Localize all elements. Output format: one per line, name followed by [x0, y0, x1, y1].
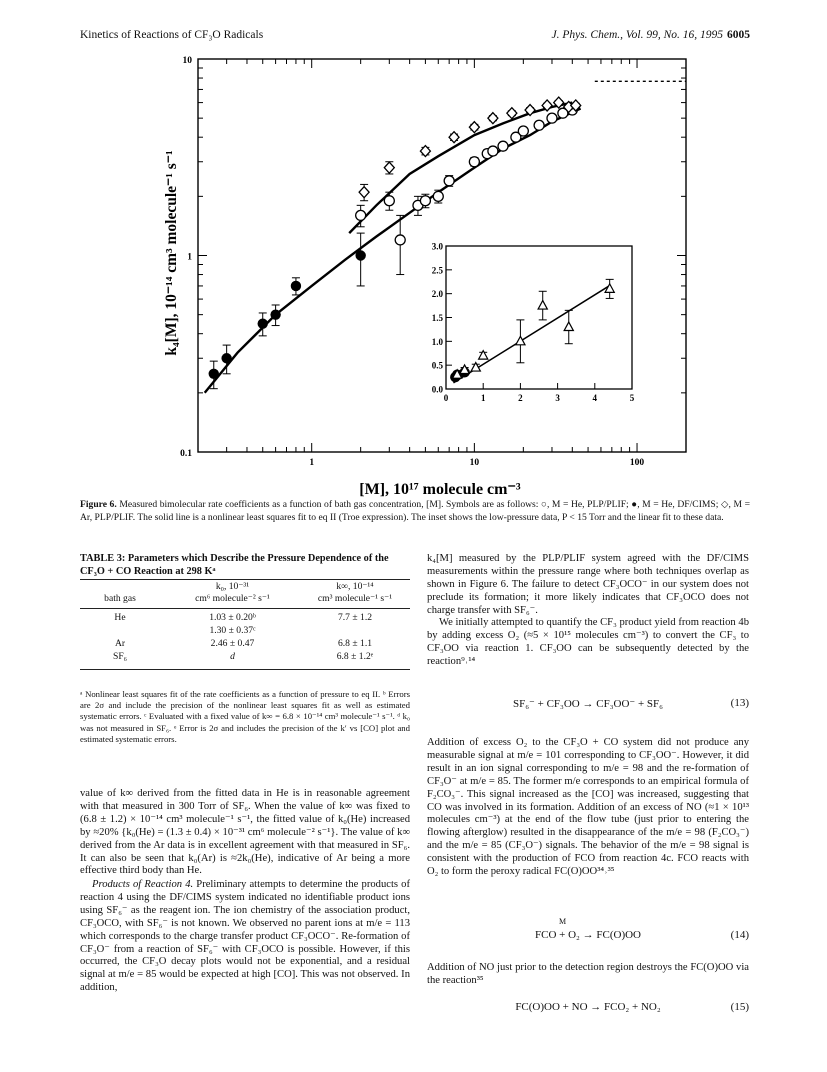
- inset-y-tick-label: 1.5: [431, 313, 443, 323]
- open-diamond-marker: [488, 113, 498, 124]
- right-column-paragraph-2: We initially attempted to quantify the CF₃ product yield from reaction 4b by adding excess O₂ (≈5 × 10¹⁵ molecules cm⁻³) to convert the CF₃ to CF₃OO via reaction 1. CF₃OO can be subsequently detected by the reaction⁹˒¹⁴: [427, 617, 749, 667]
- inset-y-tick-label: 3.0: [431, 241, 443, 252]
- filled-circle-marker: [258, 318, 268, 328]
- page-number: 6005: [727, 29, 750, 41]
- open-circle-marker: [384, 196, 394, 206]
- equation-14-text: FCO + O₂ → FC(O)OO: [535, 929, 641, 941]
- equation-14-over-label: M: [559, 917, 567, 926]
- table-cell-k0: 1.03 ± 0.20ᵇ: [209, 612, 256, 623]
- filled-circle-marker: [209, 369, 219, 379]
- y-axis-label: k₄[M], 10⁻¹⁴ cm³ molecule⁻¹ s⁻¹: [163, 150, 180, 356]
- table-title: TABLE 3: Parameters which Describe the Pressure Dependence of the CF₃O + CO Reaction at 298 Kᵃ: [80, 553, 389, 577]
- y-tick-label: 0.1: [180, 449, 192, 459]
- filled-circle-marker: [355, 250, 365, 260]
- open-circle-marker: [433, 191, 443, 201]
- figure-caption-label: Figure 6.: [80, 499, 117, 510]
- inset-x-tick-label: 1: [480, 393, 486, 403]
- y-tick-label: 1: [187, 252, 192, 263]
- paragraph-text: Preliminary attempts to determine the products of reaction 4 using the DF/CIMS system indicated no identifiable product ions using SF₆⁻ as the reagent ion. The ion chemistry of the association product, CF₃OCO, with SF₆⁻ is not known. We observed no parent ions at m/e = 113 which corresponds to the charge transfer product CF₃OCO⁻. Re-formation of CF₃O⁻ from a reaction of SF₆⁻ with CF₃OCO is possible. However, if this occurred, the CF₃O decay plots would not be exponential, and a residual signal at m/e = 85 would be expected at high [CO]. This was not observed. In addition,: [80, 879, 410, 994]
- x-tick-label: 10: [469, 458, 480, 468]
- inset-y-tick-label: 0.5: [431, 360, 443, 371]
- left-column-paragraph-products: [80, 879, 410, 995]
- inset-y-tick-label: 2.5: [431, 265, 443, 276]
- inset-plot-frame: [432, 242, 635, 404]
- open-circle-marker: [420, 196, 430, 206]
- open-diamond-marker: [359, 187, 369, 198]
- table-cell-k0: 1.30 ± 0.37ᶜ: [209, 625, 256, 636]
- equation-13-number: (13): [730, 697, 749, 709]
- table-cell-k0: 2.46 ± 0.47: [210, 638, 255, 649]
- figure-6-chart: [0, 0, 827, 500]
- x-tick-label: 1: [309, 458, 315, 468]
- x-axis-label: [M], 10¹⁷ molecule cm⁻³: [359, 481, 521, 498]
- right-column-paragraph-3: Addition of excess O₂ to the CF₃O + CO system did not produce any measurable signal at m/e = 101 corresponding to CF₃OO⁻. However, it did result in an ion signal corresponding to m/e = 98 and the re-formation of CF₃O⁻ at m/e = 85. The former m/e corresponds to an empirical formula of F₂CO₃⁻. This signal increased as the [CO] was increased, suggesting that CO was involved in its formation. Addition of an excess of NO (≈1 × 10¹³ molecules cm⁻³) at the end of the flow tube (just prior to entering the flowing afterglow) resulted in the disappearance of the m/e = 98 (F₂CO₃⁻) and the m/e = 85 (CF₃O⁻) signals. The behavior of the m/e = 98 signal is consistent with the production of FCO from reaction 4c. FCO reacts with O₂ to form the peroxy radical FC(O)OO³⁴˒³⁵: [427, 737, 749, 878]
- figure-caption-text: Measured bimolecular rate coefficients as a function of bath gas concentration, [M]. Symbols are as follows: ○, M = He, PLP/PLIF; ●, M = He, DF/CIMS; ◇, M = Ar, PLP/PLIF. The solid line is a nonlinear least squares fit to eq II (Troe expression). The inset shows the low-pressure data, P < 15 Torr and the linear fit to these data.: [80, 499, 750, 523]
- figure-caption: [80, 499, 750, 524]
- x-tick-label: 100: [629, 458, 645, 468]
- col-header-k0-units2: cm⁶ molecule⁻² s⁻¹: [195, 593, 270, 604]
- col-header-kinf-units2: cm³ molecule⁻¹ s⁻¹: [317, 593, 393, 604]
- open-diamond-marker: [384, 162, 394, 173]
- equation-15: [427, 1001, 749, 1013]
- journal-citation: J. Phys. Chem., Vol. 99, No. 16, 1995: [551, 29, 723, 41]
- open-diamond-marker: [449, 132, 459, 143]
- equation-13-text: SF₆⁻ + CF₃OO → CF₃OO⁻ + SF₆: [512, 698, 663, 710]
- equation-14: [427, 929, 749, 941]
- open-circle-marker: [518, 126, 528, 136]
- filled-circle-marker: [270, 309, 280, 319]
- filled-circle-marker: [291, 281, 301, 291]
- open-diamond-marker: [469, 122, 479, 133]
- right-column-paragraph-1: k₄[M] measured by the PLP/PLIF system agreed with the DF/CIMS measurements within the pressure range where both techniques overlap as shown in Figure 6. The failure to detect CF₃OCO⁻ in our system does not preclude its formation; it more likely indicates that CF₃OCO does not charge transfer with SF₆⁻.: [427, 553, 749, 616]
- inset-y-tick-label: 0.0: [431, 384, 443, 395]
- table-cell-kinf: 6.8 ± 1.2ᵉ: [336, 651, 374, 662]
- table-cell-kinf: 7.7 ± 1.2: [337, 612, 373, 623]
- left-column-paragraph: value of k∞ derived from the fitted data in He is in reasonable agreement with that measured in 300 Torr of SF₆. When the value of k∞ was fixed to (6.8 ± 1.2) × 10⁻¹⁴ cm³ molecule⁻¹ s⁻¹, the fitted value of k₀(He) increased by ≈20% {k₀(He) = (1.3 ± 0.4) × 10⁻³¹ cm⁶ molecule⁻² s⁻¹}. The value of k∞ derived from the Ar data is in excellent agreement with that measured in SF₆. It can also be seen that k₀(Ar) is ≈2k₀(He), indicative of Ar being a more effective third body than He.: [80, 788, 410, 877]
- table-bottom-rule: [80, 669, 410, 670]
- equation-15-number: (15): [730, 1001, 749, 1013]
- inset-x-tick-label: 2: [518, 393, 523, 403]
- open-circle-marker: [498, 141, 508, 151]
- equation-13: [427, 697, 749, 710]
- table-cell-kinf: 6.8 ± 1.1: [337, 638, 373, 649]
- inset-y-tick-label: 2.0: [431, 289, 443, 300]
- filled-circle-marker: [221, 353, 231, 363]
- inset-x-tick-label: 3: [555, 393, 560, 403]
- inset-x-tick-label: 0: [443, 393, 449, 403]
- open-circle-marker: [395, 235, 405, 245]
- table-footnotes: ᵃ Nonlinear least squares fit of the rate coefficients as a function of pressure to eq II. ᵇ Errors are 2σ and include the precision of the nonlinear least squares fit as well as estimated systematic errors. ᶜ Evaluated with a fixed value of k∞ = 6.8 × 10⁻¹⁴ cm³ molecule⁻¹ s⁻¹. ᵈ k₀ was not measured in SF₆. ᵉ Error is 2σ and includes the precision of the k′ vs [CO] plot and estimated systematic errors.: [80, 689, 410, 744]
- open-circle-marker: [469, 157, 479, 167]
- col-header-k0-unit: k₀, 10⁻³¹: [215, 581, 250, 592]
- inset-y-tick-label: 1.0: [431, 336, 443, 347]
- open-circle-marker: [488, 146, 498, 156]
- running-head-title: Kinetics of Reactions of CF₃O Radicals: [80, 29, 264, 41]
- inset-x-tick-label: 5: [629, 393, 635, 403]
- table-cell-k0: d: [230, 651, 235, 662]
- table-top-rule: [80, 579, 410, 580]
- col-header-kinf-unit: k∞, 10⁻¹⁴: [336, 581, 374, 592]
- open-diamond-marker: [507, 108, 517, 119]
- table-cell-gas: Ar: [114, 638, 126, 649]
- open-circle-marker: [356, 210, 366, 220]
- open-circle-marker: [534, 120, 544, 130]
- section-run-in-heading: Products of Reaction 4.: [92, 879, 194, 890]
- equation-15-text: FC(O)OO + NO → FCO₂ + NO₂: [515, 1001, 661, 1013]
- y-tick-label: 10: [182, 56, 192, 66]
- open-circle-marker: [547, 113, 557, 123]
- equation-14-number: (14): [730, 929, 749, 941]
- table-cell-gas: He: [114, 612, 126, 623]
- right-column-paragraph-4: Addition of NO just prior to the detection region destroys the FC(O)OO via the reaction³⁵: [427, 962, 749, 986]
- inset-x-tick-label: 4: [592, 393, 598, 403]
- open-circle-marker: [444, 176, 454, 186]
- table-cell-gas: SF₆: [112, 651, 128, 662]
- table-header-rule: [80, 608, 410, 609]
- col-header-bath-gas: bath gas: [104, 593, 136, 604]
